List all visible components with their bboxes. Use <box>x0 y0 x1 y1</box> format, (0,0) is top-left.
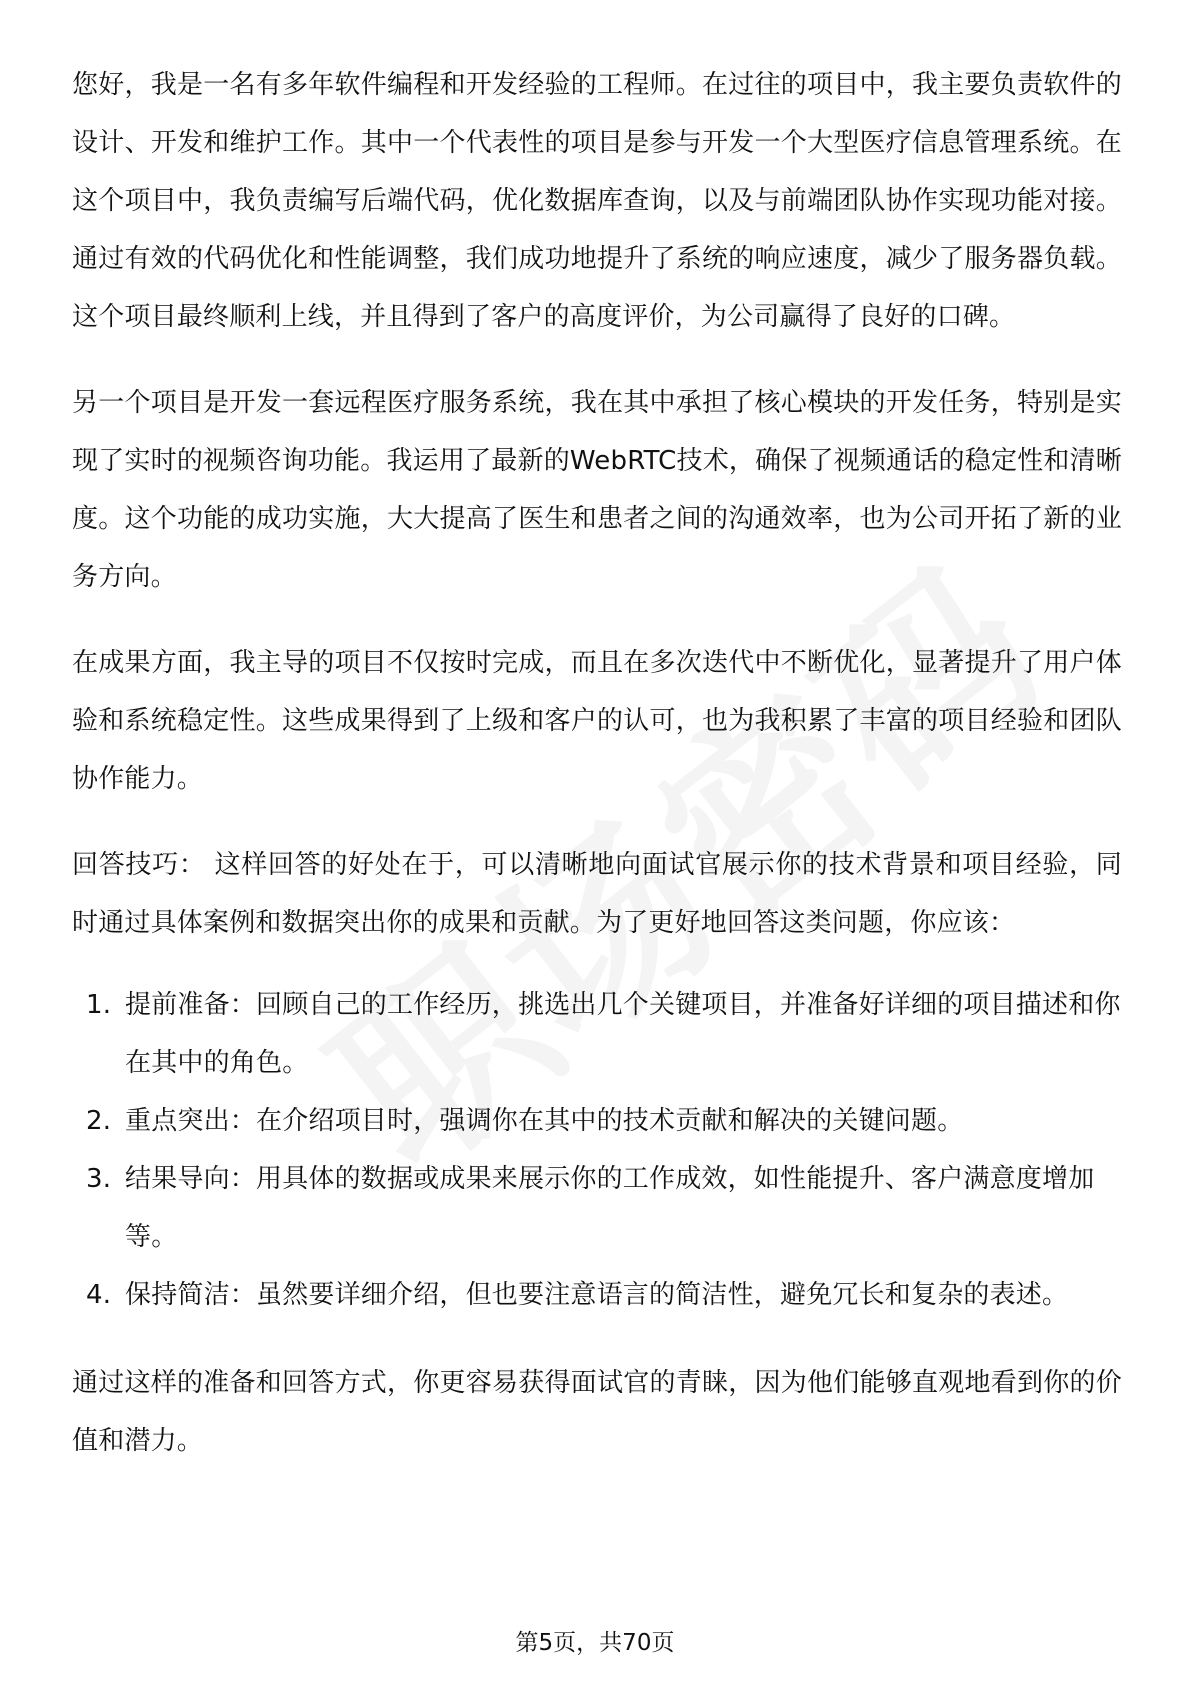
list-item-number: 4. <box>86 1280 112 1310</box>
page-footer: 第5页，共70页 <box>515 1630 675 1656</box>
list-item <box>72 1266 1122 1324</box>
list-item-text: 保持简洁：虽然要详细介绍，但也要注意语言的简洁性，避免冗长和复杂的表述。 <box>125 1280 1069 1310</box>
page-content <box>72 56 1122 1498</box>
list-item-number: 2. <box>86 1106 112 1136</box>
paragraph-conclusion: 通过这样的准备和回答方式，你更容易获得面试官的青睐，因为他们能够直观地看到你的价值和潜力。 <box>72 1368 1122 1456</box>
paragraph-achievements: 在成果方面，我主导的项目不仅按时完成，而且在多次迭代中不断优化，显著提升了用户体验和系统稳定性。这些成果得到了上级和客户的认可，也为我积累了丰富的项目经验和团队协作能力。 <box>72 648 1122 794</box>
list-item-number: 1. <box>86 990 112 1020</box>
list-item <box>72 976 1122 1092</box>
list-item <box>72 1092 1122 1150</box>
list-item-text: 重点突出：在介绍项目时，强调你在其中的技术贡献和解决的关键问题。 <box>125 1106 964 1136</box>
list-item-text: 提前准备：回顾自己的工作经历，挑选出几个关键项目，并准备好详细的项目描述和你在其中的角色。 <box>125 990 1121 1078</box>
list-item-number: 3. <box>86 1164 112 1194</box>
list-item-text: 结果导向：用具体的数据或成果来展示你的工作成效，如性能提升、客户满意度增加等。 <box>125 1164 1095 1252</box>
paragraph-project-medical-info-system: 您好，我是一名有多年软件编程和开发经验的工程师。在过往的项目中，我主要负责软件的设计、开发和维护工作。其中一个代表性的项目是参与开发一个大型医疗信息管理系统。在这个项目中，我负责编写后端代码，优化数据库查询，以及与前端团队协作实现功能对接。通过有效的代码优化和性能调整，我们成功地提升了系统的响应速度，减少了服务器负载。这个项目最终顺利上线，并且得到了客户的高度评价，为公司赢得了良好的口碑。 <box>72 70 1122 332</box>
paragraph-answer-tips: 回答技巧： 这样回答的好处在于，可以清晰地向面试官展示你的技术背景和项目经验，同时通过具体案例和数据突出你的成果和贡献。为了更好地回答这类问题，你应该： <box>72 850 1123 938</box>
paragraph-project-telemedicine: 另一个项目是开发一套远程医疗服务系统，我在其中承担了核心模块的开发任务，特别是实现了实时的视频咨询功能。我运用了最新的WebRTC技术，确保了视频通话的稳定性和清晰度。这个功能的成功实施，大大提高了医生和患者之间的沟通效率，也为公司开拓了新的业务方向。 <box>72 388 1122 592</box>
tips-list <box>72 976 1122 1324</box>
list-item <box>72 1150 1122 1266</box>
